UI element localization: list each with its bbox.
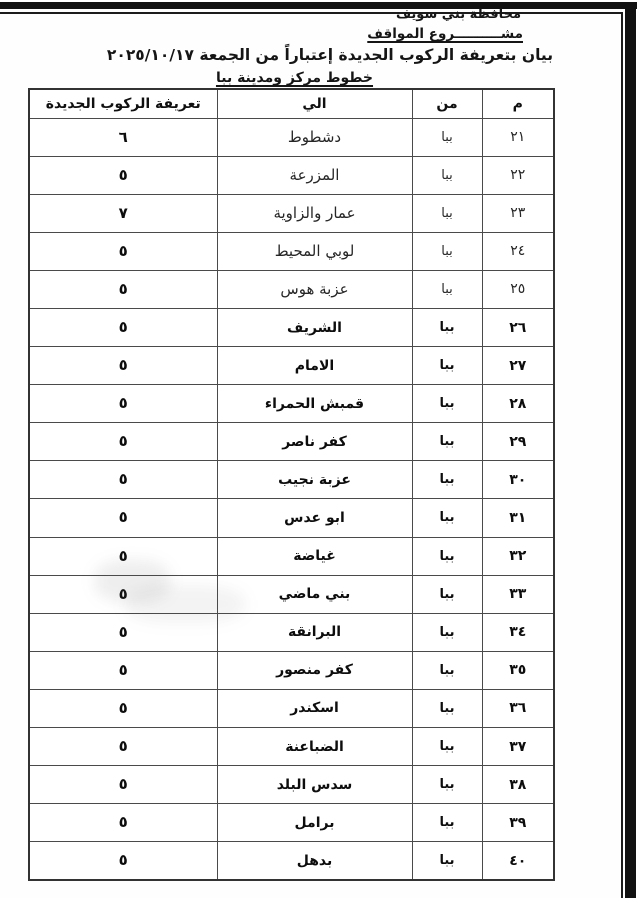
- cell-from: ببا: [412, 461, 482, 499]
- cell-to: بدهل: [217, 842, 412, 880]
- cell-num: ٣٥: [482, 651, 554, 689]
- cell-fare: ٥: [29, 385, 217, 423]
- cell-to: لوبي المحيط: [217, 232, 412, 270]
- scan-smudge: [125, 585, 245, 623]
- cell-fare: ٥: [29, 613, 217, 651]
- table-row: [29, 423, 554, 461]
- department-title: مشــــــــــروع المواقف: [367, 26, 523, 42]
- cell-from: ببا: [412, 347, 482, 385]
- cell-from: ببا: [412, 651, 482, 689]
- cell-to: ابو عدس: [217, 499, 412, 537]
- cell-fare: ٧: [29, 194, 217, 232]
- cell-from: ببا: [412, 118, 482, 156]
- table-row: [29, 308, 554, 346]
- cell-fare: ٥: [29, 232, 217, 270]
- cell-num: ٣٨: [482, 766, 554, 804]
- cell-num: ٣٩: [482, 804, 554, 842]
- cell-num: ٢٤: [482, 232, 554, 270]
- cell-from: ببا: [412, 270, 482, 308]
- cell-num: ٣١: [482, 499, 554, 537]
- header-cell-fare: تعريفة الركوب الجديدة: [29, 89, 217, 118]
- cell-from: ببا: [412, 728, 482, 766]
- table-row: [29, 651, 554, 689]
- table-row: [29, 385, 554, 423]
- header-cell-to: الي: [217, 89, 412, 118]
- cell-fare: ٥: [29, 308, 217, 346]
- cell-num: ٣٧: [482, 728, 554, 766]
- cell-fare: ٥: [29, 766, 217, 804]
- cell-to: برامل: [217, 804, 412, 842]
- table-row: [29, 461, 554, 499]
- cell-num: ٣٣: [482, 575, 554, 613]
- table-row: [29, 347, 554, 385]
- table-row: [29, 766, 554, 804]
- cell-fare: ٥: [29, 347, 217, 385]
- cell-to: عزبة نجيب: [217, 461, 412, 499]
- cell-num: ٢٨: [482, 385, 554, 423]
- cell-fare: ٥: [29, 804, 217, 842]
- cell-num: ٢١: [482, 118, 554, 156]
- table-row: [29, 804, 554, 842]
- cell-to: عزبة هوس: [217, 270, 412, 308]
- cell-from: ببا: [412, 842, 482, 880]
- cell-fare: ٥: [29, 499, 217, 537]
- cell-from: ببا: [412, 423, 482, 461]
- cell-to: غياضة: [217, 537, 412, 575]
- cell-num: ٢٣: [482, 194, 554, 232]
- table-row: [29, 232, 554, 270]
- cell-to: دشطوط: [217, 118, 412, 156]
- tariff-statement-title: بيان بتعريفة الركوب الجديدة إعتباراً من الجمعة ٢٠٢٥/١٠/١٧: [106, 46, 554, 64]
- cell-fare: ٥: [29, 537, 217, 575]
- cell-num: ٢٦: [482, 308, 554, 346]
- page-border-right-thin: [621, 12, 623, 898]
- cell-to: قمبش الحمراء: [217, 385, 412, 423]
- table-row: [29, 194, 554, 232]
- cell-num: ٤٠: [482, 842, 554, 880]
- header-cell-num: م: [482, 89, 554, 118]
- cell-from: ببا: [412, 575, 482, 613]
- page-border-top-thick: [0, 2, 637, 9]
- cell-from: ببا: [412, 308, 482, 346]
- cell-to: الشريف: [217, 308, 412, 346]
- cell-num: ٣٦: [482, 689, 554, 727]
- cell-num: ٢٩: [482, 423, 554, 461]
- cell-to: الامام: [217, 347, 412, 385]
- cell-from: ببا: [412, 537, 482, 575]
- cell-num: ٢٥: [482, 270, 554, 308]
- table-row: [29, 842, 554, 880]
- page-border-right-thick: [625, 2, 636, 898]
- cell-to: البرانقة: [217, 613, 412, 651]
- cell-from: ببا: [412, 156, 482, 194]
- cell-fare: ٥: [29, 461, 217, 499]
- header-cell-from: من: [412, 89, 482, 118]
- cell-to: المزرعة: [217, 156, 412, 194]
- table-row: [29, 118, 554, 156]
- cell-fare: ٥: [29, 270, 217, 308]
- cell-fare: ٥: [29, 728, 217, 766]
- cell-from: ببا: [412, 804, 482, 842]
- cell-to: الضباعنة: [217, 728, 412, 766]
- cell-from: ببا: [412, 232, 482, 270]
- cell-from: ببا: [412, 689, 482, 727]
- cell-fare: ٥: [29, 156, 217, 194]
- table-row: [29, 613, 554, 651]
- cell-from: ببا: [412, 613, 482, 651]
- cell-to: عمار والزاوية: [217, 194, 412, 232]
- cell-to: بني ماضي: [217, 575, 412, 613]
- cell-fare: ٥: [29, 651, 217, 689]
- cell-to: سدس البلد: [217, 766, 412, 804]
- table-row: [29, 499, 554, 537]
- cell-to: كفر منصور: [217, 651, 412, 689]
- fare-table: [30, 88, 555, 881]
- cell-to: كفر ناصر: [217, 423, 412, 461]
- cell-to: اسكندر: [217, 689, 412, 727]
- cell-fare: ٥: [29, 689, 217, 727]
- page-border-top-thin: [0, 12, 623, 14]
- cell-fare: ٦: [29, 118, 217, 156]
- cell-fare: ٥: [29, 842, 217, 880]
- fare-table-body: [29, 118, 554, 880]
- lines-subtitle: خطوط مركز ومدينة ببا: [215, 70, 374, 86]
- cell-num: ٣٠: [482, 461, 554, 499]
- table-row: [29, 270, 554, 308]
- governorate-title: محافظة بني سويف: [395, 7, 521, 22]
- table-header-row: [29, 89, 554, 118]
- cell-num: ٢٢: [482, 156, 554, 194]
- cell-num: ٣٢: [482, 537, 554, 575]
- cell-from: ببا: [412, 766, 482, 804]
- table-row: [29, 689, 554, 727]
- cell-fare: ٥: [29, 575, 217, 613]
- cell-fare: ٥: [29, 423, 217, 461]
- cell-from: ببا: [412, 385, 482, 423]
- cell-num: ٣٤: [482, 613, 554, 651]
- table-row: [29, 728, 554, 766]
- table-row: [29, 156, 554, 194]
- cell-from: ببا: [412, 194, 482, 232]
- cell-num: ٢٧: [482, 347, 554, 385]
- cell-from: ببا: [412, 499, 482, 537]
